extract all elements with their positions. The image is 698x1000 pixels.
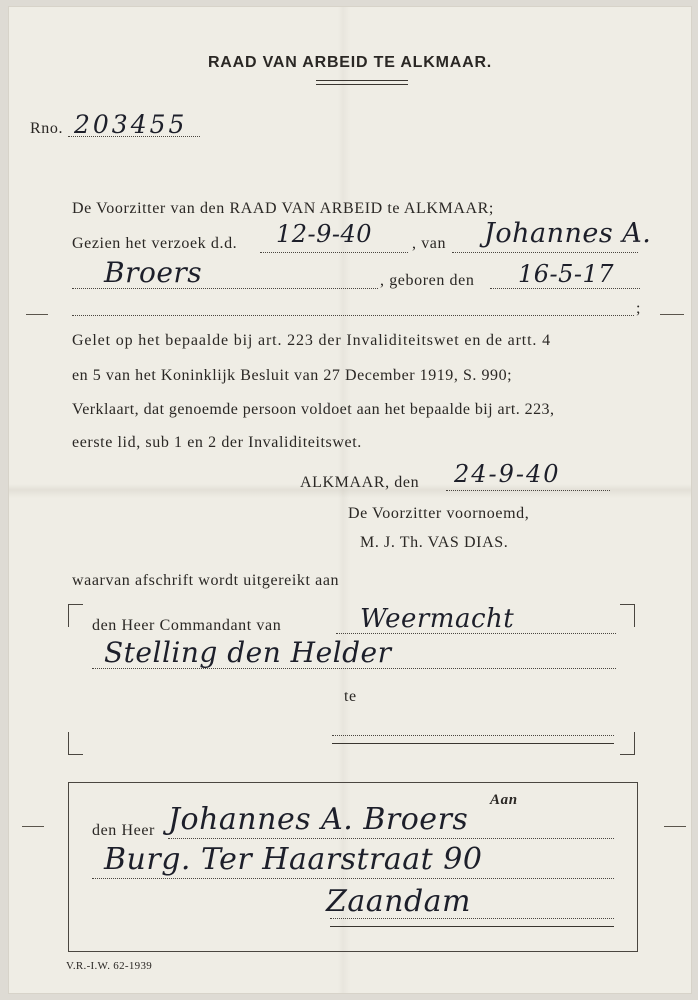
paragraph-line-4: eerste lid, sub 1 en 2 der Invaliditeitswet. — [72, 434, 362, 451]
certificate-document — [8, 6, 692, 994]
corner-mark-bottom-left — [68, 732, 83, 755]
request-date: 12-9-40 — [276, 220, 373, 248]
blank-dotted-line — [72, 315, 634, 316]
from-label: , van — [412, 235, 447, 252]
semicolon: ; — [636, 300, 642, 317]
address-street-line — [92, 878, 614, 879]
corner-mark-top-left — [68, 604, 83, 627]
signature-date: 24-9-40 — [454, 460, 561, 488]
address-city-solid-line — [330, 926, 614, 927]
margin-mark-right-lower — [664, 826, 686, 827]
address-street: Burg. Ter Haarstraat 90 — [104, 842, 483, 877]
aan-label: Aan — [490, 792, 518, 808]
te-solid-line — [332, 743, 614, 744]
address-city: Zaandam — [326, 884, 471, 919]
form-code: V.R.-I.W. 62-1939 — [66, 960, 153, 972]
paragraph-line-1: Gelet op het bepaalde bij art. 223 der Invaliditeitswet en de artt. 4 — [72, 332, 551, 349]
copy-label: waarvan afschrift wordt uitgereikt aan — [72, 572, 340, 589]
applicant-first-name: Johannes A. — [484, 218, 652, 249]
paragraph-line-2: en 5 van het Koninklijk Besluit van 27 December 1919, S. 990; — [72, 367, 513, 384]
commander-value-2: Stelling den Helder — [104, 636, 392, 669]
te-dotted-line — [332, 735, 614, 736]
margin-mark-left — [26, 314, 48, 315]
born-label: , geboren den — [380, 272, 475, 289]
registration-number: 203455 — [74, 110, 188, 139]
heer-label: den Heer — [92, 822, 155, 839]
address-name-line — [168, 838, 614, 839]
margin-mark-right — [660, 314, 684, 315]
intro-line: De Voorzitter van den RAAD VAN ARBEID te ALKMAAR; — [72, 200, 494, 217]
address-name: Johannes A. Broers — [168, 802, 469, 837]
title-underline-1 — [316, 80, 408, 81]
request-label: Gezien het verzoek d.d. — [72, 235, 238, 252]
margin-mark-left-lower — [22, 826, 44, 827]
te-label: te — [344, 688, 357, 705]
applicant-first-line — [452, 252, 638, 253]
registration-label: Rno. — [30, 120, 64, 137]
title-underline-2 — [316, 84, 408, 85]
corner-mark-top-right — [620, 604, 635, 627]
corner-mark-bottom-right — [620, 732, 635, 755]
commander-label: den Heer Commandant van — [92, 617, 282, 634]
birth-date: 16-5-17 — [518, 260, 615, 288]
place-label: ALKMAAR, den — [300, 474, 420, 491]
request-date-line — [260, 252, 408, 253]
signature-date-line — [446, 490, 610, 491]
chairman-name: M. J. Th. VAS DIAS. — [360, 534, 509, 551]
document-title: RAAD VAN ARBEID TE ALKMAAR. — [207, 54, 493, 71]
paragraph-line-3: Verklaart, dat genoemde persoon voldoet aan het bepaalde bij art. 223, — [72, 401, 555, 418]
applicant-last-name: Broers — [104, 256, 203, 289]
chairman-role: De Voorzitter voornoemd, — [348, 505, 530, 522]
birth-date-line — [490, 288, 640, 289]
commander-value: Weermacht — [360, 604, 515, 634]
